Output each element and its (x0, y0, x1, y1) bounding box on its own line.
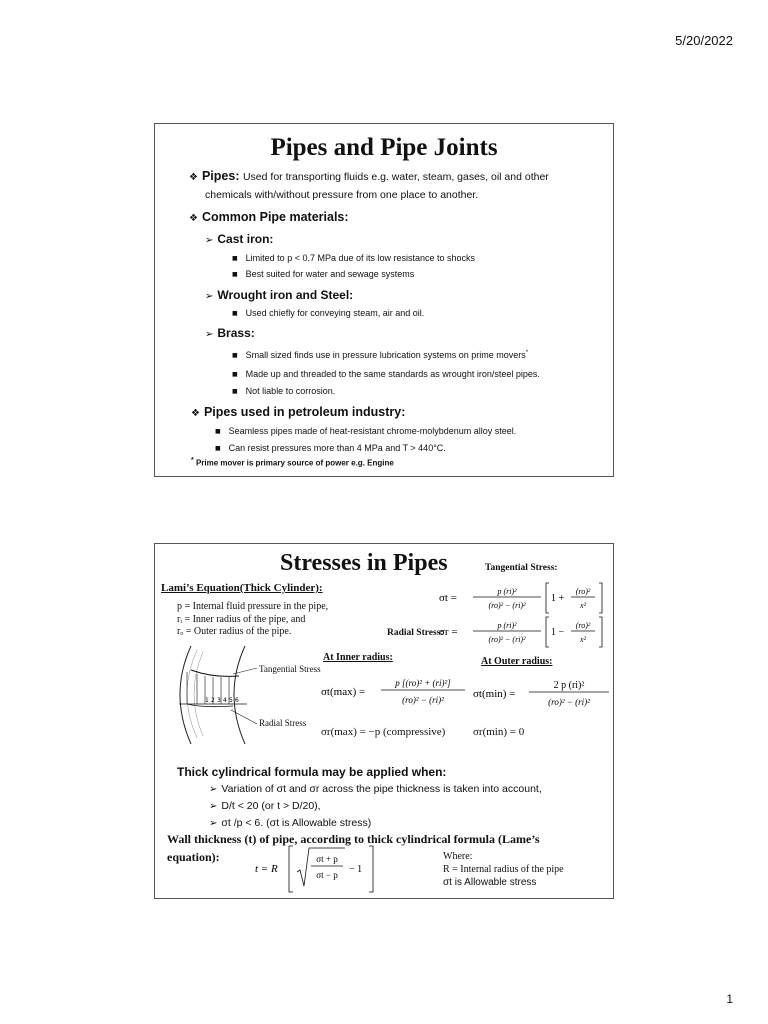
list-item: ➢ σt /p < 6. (σt is Allowable stress) (209, 817, 372, 829)
eq-bnum: (ro)² (575, 621, 591, 630)
eq-num: p [(ro)² + (ri)²] (395, 678, 451, 688)
tick-label: 3 (217, 697, 221, 704)
square-bullet-icon: ■ (215, 445, 221, 452)
square-bullet-icon: ■ (232, 271, 238, 278)
eq-bracket: 1 − (551, 627, 565, 638)
outer-radius-label: At Outer radius: (481, 656, 553, 667)
list-item: ■ Limited to p < 0.7 MPa due of its low resistance to shocks (232, 253, 476, 263)
radial-label: Radial Stress: (387, 628, 444, 638)
arrow-bullet-icon: ➢ (209, 801, 218, 812)
square-bullet-icon: ■ (215, 428, 221, 435)
where-block: Where: R = Internal radius of the pipe σt is Allowable stress (443, 851, 564, 888)
list-item: ■ Seamless pipes made of heat-resistant chrome-molybdenum alloy steel. (215, 426, 517, 436)
wall-thickness-label: Wall thickness (t) of pipe, according to thick cylindrical formula (Lame’s (167, 832, 540, 846)
tangential-min-equation (471, 674, 611, 712)
tangential-stress-equation (437, 580, 609, 616)
tick-label: 4 (223, 697, 227, 704)
tick-label: 2 (211, 697, 215, 704)
page-number: 1 (726, 992, 733, 1006)
tangential-max-equation (319, 672, 469, 710)
radial-stress-caption: Radial Stress (259, 718, 307, 728)
materials-bullet: ❖ Common Pipe materials: (189, 210, 349, 224)
tick-label: 6 (235, 697, 239, 704)
slide-stresses-in-pipes (154, 543, 614, 899)
square-bullet-icon: ■ (232, 388, 238, 395)
radial-max-equation: σr(max) = −p (compressive) (321, 726, 446, 738)
radial-min-equation: σr(min) = 0 (473, 726, 525, 738)
list-item: ■ Not liable to corrosion. (232, 386, 336, 396)
arrow-bullet-icon: ➢ (209, 818, 218, 829)
eq-den: (ro)² − (ri)² (488, 635, 526, 644)
eq-den: (ro)² − (ri)² (548, 697, 590, 707)
pipes-text-cont: chemicals with/without pressure from one place to another. (205, 189, 479, 201)
diamond-bullet-icon: ❖ (189, 172, 198, 183)
eq-bnum: (ro)² (575, 587, 591, 596)
diamond-bullet-icon: ❖ (191, 408, 200, 419)
list-item: ■ Used chiefly for conveying steam, air and oil. (232, 308, 425, 318)
wrought-heading: ➢ Wrought iron and Steel: (205, 288, 354, 302)
symbol-list: p = Internal fluid pressure in the pipe, rᵢ = Inner radius of the pipe, and rₒ = Outer radius of the pipe. (177, 601, 329, 637)
cast-iron-heading: ➢ Cast iron: (205, 232, 274, 246)
eq-num: 2 p (ri)² (553, 680, 585, 691)
arrow-bullet-icon: ➢ (205, 291, 214, 302)
list-item: ➢ D/t < 20 (or t > D/20), (209, 800, 321, 812)
eq-lhs: σr = (439, 626, 458, 638)
condition-heading: Thick cylindrical formula may be applied when: (177, 765, 447, 779)
eq-bden: x² (580, 601, 586, 610)
square-bullet-icon: ■ (232, 352, 238, 359)
eq-lhs: σt(max) = (321, 686, 366, 698)
eq-lhs: σt = (439, 592, 457, 604)
date-stamp: 5/20/2022 (675, 33, 733, 48)
tick-label: 1 (205, 697, 209, 704)
tangential-label: Tangential Stress: (485, 563, 558, 573)
square-bullet-icon: ■ (232, 371, 238, 378)
wall-thickness-equation (253, 842, 377, 896)
inner-radius-label: At Inner radius: (323, 652, 393, 663)
eq-den: (ro)² − (ri)² (402, 695, 444, 705)
eq-num: p (ri)² (497, 621, 517, 630)
arrow-bullet-icon: ➢ (209, 784, 218, 795)
wall-thickness-label-cont: equation): (167, 850, 220, 864)
arrow-bullet-icon: ➢ (205, 329, 214, 340)
eq-bden: x² (580, 635, 586, 644)
diamond-bullet-icon: ❖ (189, 213, 198, 224)
tangential-stress-caption: Tangential Stress (259, 664, 321, 674)
eq-bracket: 1 + (551, 593, 565, 604)
stress-distribution-figure (173, 644, 323, 746)
pipes-bullet: ❖ Pipes: Used for transporting fluids e.g. water, steam, gases, oil and other (189, 169, 549, 183)
list-item: ➢ Variation of σt and σr across the pipe thickness is taken into account, (209, 783, 542, 795)
square-bullet-icon: ■ (232, 255, 238, 262)
list-item: ■ Can resist pressures more than 4 MPa and T > 440°C. (215, 443, 446, 453)
eq-minus: − 1 (349, 864, 363, 875)
lame-label: Lami’s Equation(Thick Cylinder): (161, 582, 323, 594)
arrow-bullet-icon: ➢ (205, 235, 214, 246)
radial-stress-equation (437, 614, 609, 650)
list-item: ■ Small sized finds use in pressure lubrication systems on prime movers* (232, 350, 529, 360)
eq-num: σt + p (316, 854, 338, 864)
square-bullet-icon: ■ (232, 310, 238, 317)
eq-lhs: t = R (255, 863, 278, 875)
slide-pipes-and-joints (154, 123, 614, 477)
eq-lhs: σt(min) = (473, 688, 516, 700)
brass-heading: ➢ Brass: (205, 326, 255, 340)
eq-den: (ro)² − (ri)² (488, 601, 526, 610)
tick-label: 5 (229, 697, 233, 704)
footnote: * Prime mover is primary source of power e.g. Engine (191, 457, 394, 468)
list-item: ■ Best suited for water and sewage systems (232, 269, 415, 279)
slide-title: Stresses in Pipes (280, 550, 448, 576)
petroleum-bullet: ❖ Pipes used in petroleum industry: (191, 405, 406, 419)
eq-num: p (ri)² (497, 587, 517, 596)
list-item: ■ Made up and threaded to the same standards as wrought iron/steel pipes. (232, 369, 540, 379)
eq-den: σt − p (316, 870, 338, 880)
slide-title: Pipes and Pipe Joints (270, 134, 498, 161)
